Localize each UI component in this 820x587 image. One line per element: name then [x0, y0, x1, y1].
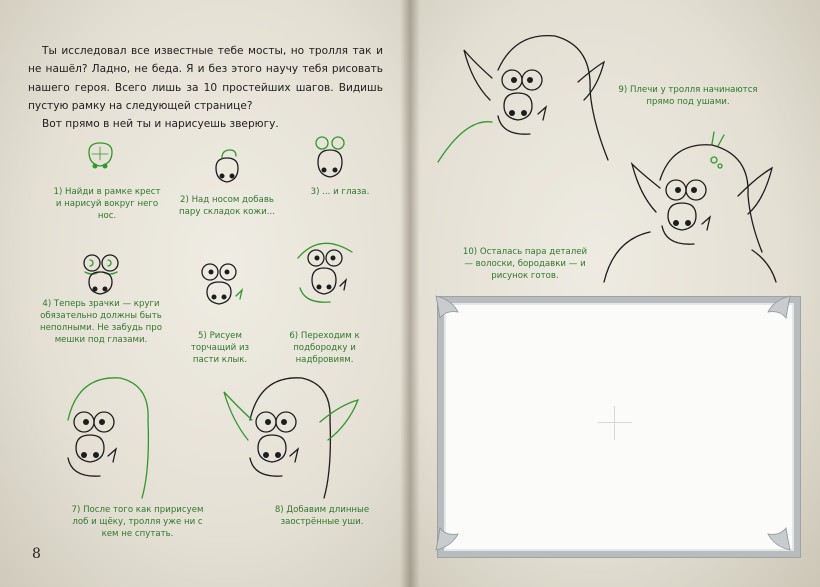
- frame-cross-horizontal: [598, 422, 632, 423]
- step-6-caption: 6) Переходим к подбородку и надбровиям.: [289, 331, 360, 365]
- step-3-caption: 3) ... и глаза.: [310, 187, 370, 197]
- step-1-caption: 1) Найди в рамке крест и нарисуй вокруг него нос.: [53, 187, 161, 221]
- intro-text: [28, 42, 383, 133]
- page-number: 8: [32, 546, 41, 562]
- step-9-caption: 9) Плечи у тролля начинаются прямо под ушами.: [618, 85, 758, 107]
- intro-paragraph-2: Вот прямо в ней ты и нарисуешь зверюгу.: [42, 118, 279, 131]
- intro-paragraph-1: Ты исследовал все известные тебе мосты, но тролля так и не нашёл? Ладно, не беда. Я и без этого научу тебя рисовать нашего героя. Всего лишь за 10 простейших шагов. Видишь пустую рамку на следующей странице?: [28, 45, 383, 112]
- step-8-caption: 8) Добавим длинные заострённые уши.: [274, 505, 370, 527]
- step-7-caption: 7) После того как пририсуем лоб и щёку, тролля уже ни с кем не спутать.: [71, 505, 204, 539]
- frame-cross-vertical: [614, 406, 615, 440]
- book-gutter: [400, 0, 420, 587]
- step-4-caption: 4) Теперь зрачки — круги обязательно должны быть неполными. Не забудь про мешки под глазами.: [40, 299, 162, 345]
- empty-drawing-frame: [438, 297, 800, 557]
- step-10-caption: 10) Осталась пара деталей — волоски, бородавки — и рисунок готов.: [462, 247, 588, 281]
- step-2-caption: 2) Над носом добавь пару складок кожи...: [179, 195, 275, 217]
- step-5-caption: 5) Рисуем торчащий из пасти клык.: [190, 331, 250, 365]
